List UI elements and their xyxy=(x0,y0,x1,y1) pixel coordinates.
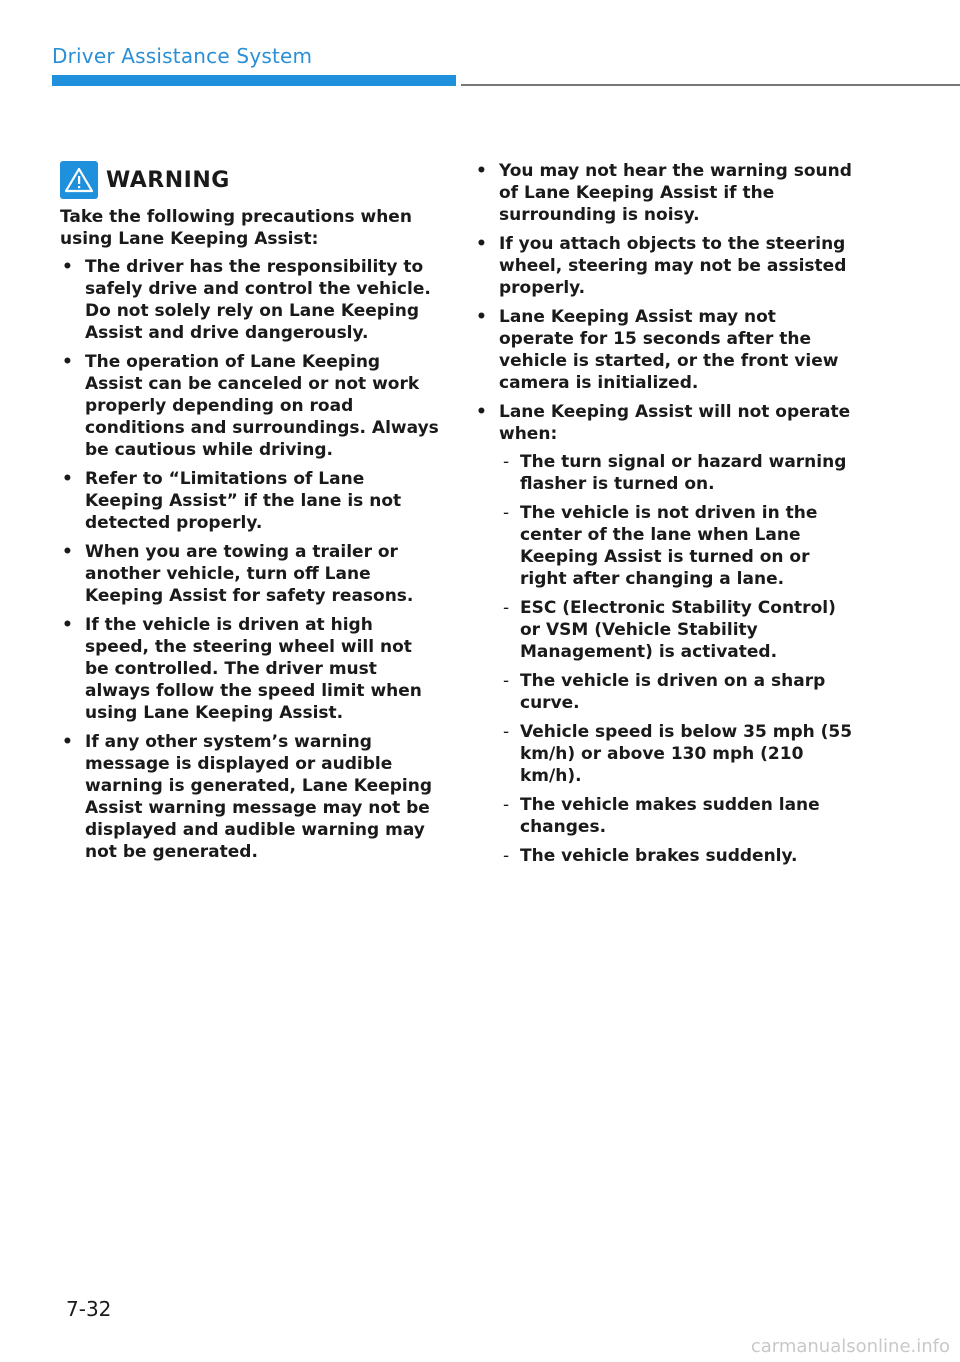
list-item: • When you are towing a trailer or another vehicle, turn off Lane Keeping Assist for safety reasons. xyxy=(60,541,440,607)
section-title: Driver Assistance System xyxy=(52,44,313,68)
condition-item: - The turn signal or hazard warning flasher is turned on. xyxy=(499,451,854,495)
list-item-conditions xyxy=(474,401,854,867)
condition-item: - The vehicle is driven on a sharp curve. xyxy=(499,670,854,714)
condition-item: - The vehicle is not driven in the center of the lane when Lane Keeping Assist is turned on or right after changing a lane. xyxy=(499,502,854,590)
warning-intro: Take the following precautions when using Lane Keeping Assist: xyxy=(60,207,412,249)
page-number: 7-32 xyxy=(66,1297,112,1321)
warning-list-left xyxy=(60,256,440,863)
conditions-list xyxy=(499,451,854,867)
header-divider xyxy=(461,84,960,86)
warning-column-left xyxy=(60,160,440,870)
warning-list-right xyxy=(474,160,854,867)
watermark: carmanualsonline.info xyxy=(750,1336,950,1357)
condition-item: - Vehicle speed is below 35 mph (55 km/h) or above 130 mph (210 km/h). xyxy=(499,721,854,787)
warning-column-right xyxy=(474,160,854,874)
list-item: • If the vehicle is driven at high speed, the steering wheel will not be controlled. The driver must always follow the speed limit when using Lane Keeping Assist. xyxy=(60,614,440,724)
condition-item: - The vehicle brakes suddenly. xyxy=(499,845,854,867)
header-accent-rule xyxy=(52,75,456,86)
list-item: • If any other system’s warning message is displayed or audible warning is generated, Lane Keeping Assist warning message may not be displayed and audible warning may not be generated. xyxy=(60,731,440,863)
list-item: • The driver has the responsibility to safely drive and control the vehicle. Do not solely rely on Lane Keeping Assist and drive dangerously. xyxy=(60,256,440,344)
warning-title: WARNING xyxy=(106,167,230,193)
list-item: • The operation of Lane Keeping Assist can be canceled or not work properly depending on road conditions and surroundings. Always be cautious while driving. xyxy=(60,351,440,461)
list-item: • You may not hear the warning sound of Lane Keeping Assist if the surrounding is noisy. xyxy=(474,160,854,226)
list-item: • Lane Keeping Assist may not operate for 15 seconds after the vehicle is started, or the front view camera is initialized. xyxy=(474,306,854,394)
list-item: • If you attach objects to the steering wheel, steering may not be assisted properly. xyxy=(474,233,854,299)
conditions-lead: Lane Keeping Assist will not operate when: xyxy=(499,402,851,444)
list-item: • Refer to “Limitations of Lane Keeping Assist” if the lane is not detected properly. xyxy=(60,468,440,534)
warning-triangle-icon xyxy=(60,161,98,199)
condition-item: - ESC (Electronic Stability Control) or VSM (Vehicle Stability Management) is activated. xyxy=(499,597,854,663)
warning-header xyxy=(60,160,440,200)
condition-item: - The vehicle makes sudden lane changes. xyxy=(499,794,854,838)
